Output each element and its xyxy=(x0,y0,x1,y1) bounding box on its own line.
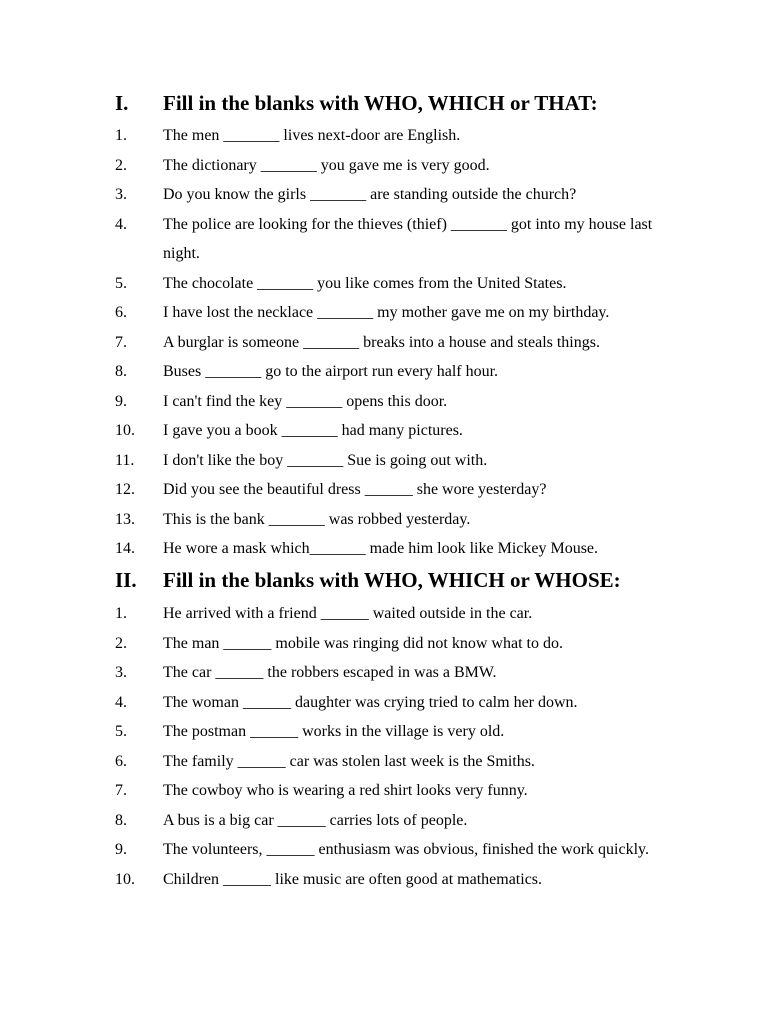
exercise-sentence: The volunteers, ______ enthusiasm was obvious, finished the work quickly. xyxy=(163,841,649,858)
exercise-sentence: This is the bank _______ was robbed yesterday. xyxy=(163,510,471,528)
exercise-number: 9. xyxy=(115,841,127,858)
exercise-number: 3. xyxy=(115,664,127,681)
exercise-sentence: The cowboy who is wearing a red shirt looks very funny. xyxy=(163,782,528,799)
exercise-number: 8. xyxy=(115,363,127,380)
exercise-sentence: The woman ______ daughter was crying tried to calm her down. xyxy=(163,693,578,711)
exercise-sentence: The dictionary _______ you gave me is very good. xyxy=(163,156,490,174)
exercise-item xyxy=(115,298,715,328)
exercise-number: 8. xyxy=(115,811,127,829)
exercise-item xyxy=(115,210,715,269)
exercise-item xyxy=(115,446,715,476)
exercise-sentence: The men _______ lives next-door are English. xyxy=(163,127,461,144)
exercise-number: 6. xyxy=(115,752,127,770)
exercise-number: 1. xyxy=(115,605,127,622)
exercise-sentence: The postman ______ works in the village is very old. xyxy=(163,723,505,740)
exercise-item xyxy=(115,475,715,505)
exercise-item xyxy=(115,151,715,181)
exercise-item xyxy=(115,776,715,806)
exercise-item xyxy=(115,328,715,358)
exercise-number: 12. xyxy=(115,481,135,498)
exercise-sentence: Children ______ like music are often good at mathematics. xyxy=(163,870,543,888)
exercise-number: 4. xyxy=(115,693,127,711)
exercise-item xyxy=(115,688,715,718)
exercise-item xyxy=(115,629,715,659)
exercise-number: 4. xyxy=(115,215,127,233)
exercise-sentence: He arrived with a friend ______ waited outside in the car. xyxy=(163,605,533,622)
exercise-number: 9. xyxy=(115,392,127,410)
exercise-sentence: The man ______ mobile was ringing did not know what to do. xyxy=(163,634,563,652)
exercise-item xyxy=(115,387,715,417)
exercise-item xyxy=(115,269,715,299)
section-1-numeral: I. xyxy=(115,91,129,115)
exercise-number: 6. xyxy=(115,304,127,321)
exercise-item xyxy=(115,599,715,629)
exercise-item xyxy=(115,806,715,836)
exercise-item xyxy=(115,835,715,865)
exercise-sentence: I can't find the key _______ opens this door. xyxy=(163,392,448,410)
exercise-number: 10. xyxy=(115,870,135,888)
exercise-number: 14. xyxy=(115,540,135,557)
exercise-sentence: He wore a mask which_______ made him look like Mickey Mouse. xyxy=(163,540,599,557)
exercise-item xyxy=(115,747,715,777)
exercise-item xyxy=(115,505,715,535)
exercise-item xyxy=(115,717,715,747)
section-1-title: Fill in the blanks with WHO, WHICH or THAT: xyxy=(163,91,598,115)
exercise-number: 11. xyxy=(115,451,135,469)
exercise-sentence: I don't like the boy _______ Sue is going out with. xyxy=(163,451,488,469)
section-2-exercise-list xyxy=(115,599,715,894)
exercise-sentence: Did you see the beautiful dress ______ she wore yesterday? xyxy=(163,481,547,498)
exercise-number: 10. xyxy=(115,422,135,439)
exercise-sentence: The family ______ car was stolen last week is the Smiths. xyxy=(163,752,535,770)
exercise-sentence: The police are looking for the thieves (thief) _______ got into my house last night. xyxy=(163,215,653,262)
section-1-exercise-list xyxy=(115,121,715,564)
exercise-number: 3. xyxy=(115,186,127,203)
exercise-sentence: Do you know the girls _______ are standing outside the church? xyxy=(163,186,577,203)
exercise-sentence: Buses _______ go to the airport run every half hour. xyxy=(163,363,499,380)
exercise-sentence: A burglar is someone _______ breaks into a house and steals things. xyxy=(163,333,600,351)
exercise-item xyxy=(115,180,715,210)
exercise-number: 13. xyxy=(115,510,135,528)
exercise-number: 1. xyxy=(115,127,127,144)
exercise-number: 7. xyxy=(115,333,127,351)
exercise-number: 2. xyxy=(115,156,127,174)
exercise-sentence: The chocolate _______ you like comes from the United States. xyxy=(163,274,567,292)
exercise-item xyxy=(115,121,715,151)
section-2-title: Fill in the blanks with WHO, WHICH or WHOSE: xyxy=(163,568,621,592)
exercise-number: 7. xyxy=(115,782,127,799)
exercise-item xyxy=(115,357,715,387)
exercise-number: 2. xyxy=(115,634,127,652)
exercise-item xyxy=(115,416,715,446)
exercise-sentence: A bus is a big car ______ carries lots of people. xyxy=(163,811,468,829)
exercise-item xyxy=(115,865,715,895)
exercise-sentence: I have lost the necklace _______ my mother gave me on my birthday. xyxy=(163,304,610,321)
exercise-sentence: The car ______ the robbers escaped in was a BMW. xyxy=(163,664,497,681)
exercise-item xyxy=(115,534,715,564)
exercise-number: 5. xyxy=(115,723,127,740)
exercise-number: 5. xyxy=(115,274,127,292)
exercise-item xyxy=(115,658,715,688)
section-2-numeral: II. xyxy=(115,568,137,592)
exercise-sentence: I gave you a book _______ had many pictures. xyxy=(163,422,463,439)
